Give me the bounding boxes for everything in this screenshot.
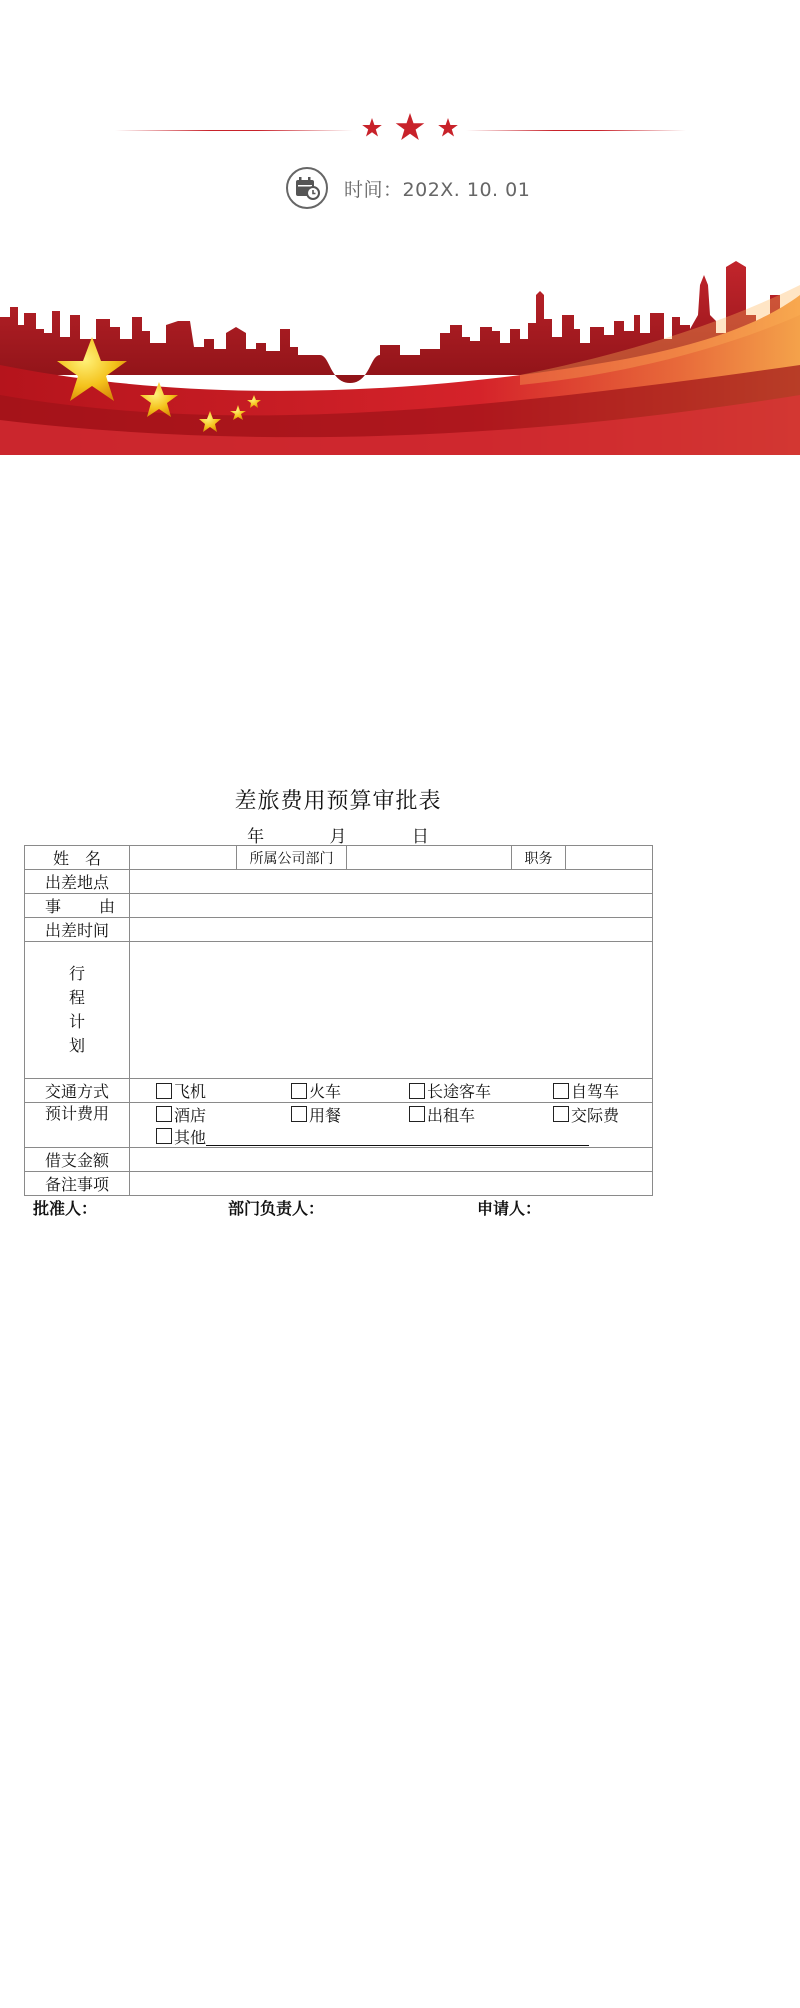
table-row — [25, 918, 653, 942]
itinerary-input-cell[interactable] — [130, 942, 653, 1079]
checkbox[interactable] — [156, 1128, 172, 1144]
location-input-cell[interactable] — [130, 870, 653, 894]
estimated-cost-label: 预计费用 — [25, 1103, 130, 1148]
time-label: 出差时间 — [25, 918, 130, 942]
approval-form-table — [24, 845, 653, 1196]
option-hotel[interactable]: 酒店 — [130, 1103, 291, 1126]
header-divider-left — [115, 130, 353, 131]
star-icon — [438, 118, 458, 137]
star-icon — [362, 118, 382, 137]
remarks-input-cell[interactable] — [130, 1172, 653, 1196]
month-label: 月 — [329, 827, 347, 847]
stars-ornament — [360, 112, 460, 148]
table-row — [25, 1148, 653, 1172]
reason-input-cell[interactable] — [130, 894, 653, 918]
other-fill-line[interactable] — [206, 1127, 589, 1146]
approver-label: 批准人： — [33, 1199, 98, 1218]
checkbox[interactable] — [409, 1083, 425, 1099]
position-label: 职务 — [512, 846, 566, 870]
option-plane[interactable]: 飞机 — [130, 1079, 291, 1102]
header-divider-right — [466, 130, 686, 131]
option-taxi[interactable]: 出租车 — [409, 1103, 553, 1126]
table-row — [25, 1103, 653, 1148]
option-train[interactable]: 火车 — [291, 1079, 409, 1102]
loan-amount-label: 借支金额 — [25, 1148, 130, 1172]
signature-row — [33, 1196, 653, 1220]
itinerary-label-cell: 行 程 计 划 — [25, 942, 130, 1079]
date-row — [286, 165, 530, 211]
remarks-label: 备注事项 — [25, 1172, 130, 1196]
checkbox[interactable] — [553, 1106, 569, 1122]
checkbox[interactable] — [291, 1106, 307, 1122]
date-label: 时间： — [344, 178, 403, 201]
location-label: 出差地点 — [25, 870, 130, 894]
table-row — [25, 942, 653, 1079]
reason-label-cell: 事 由 — [25, 894, 130, 918]
day-label: 日 — [411, 827, 429, 847]
department-label: 所属公司部门 — [237, 846, 347, 870]
cost-options-cell — [130, 1103, 653, 1148]
form-title: 差旅费用预算审批表 — [234, 789, 442, 814]
checkbox[interactable] — [156, 1106, 172, 1122]
option-entertainment[interactable]: 交际费 — [553, 1103, 619, 1126]
checkbox[interactable] — [156, 1083, 172, 1099]
calendar-clock-icon — [286, 167, 328, 209]
name-input-cell[interactable] — [130, 846, 237, 870]
dept-head-label: 部门负责人： — [228, 1199, 325, 1218]
table-row — [25, 870, 653, 894]
checkbox[interactable] — [553, 1083, 569, 1099]
option-other[interactable]: 其他 — [130, 1125, 589, 1148]
checkbox[interactable] — [291, 1083, 307, 1099]
time-input-cell[interactable] — [130, 918, 653, 942]
table-row — [25, 1172, 653, 1196]
table-row — [25, 894, 653, 918]
skyline-banner — [0, 255, 800, 455]
position-input-cell[interactable] — [566, 846, 653, 870]
date-value: 202X. 10. 01 — [402, 178, 531, 201]
checkbox[interactable] — [409, 1106, 425, 1122]
table-row — [25, 1079, 653, 1103]
option-self-drive[interactable]: 自驾车 — [553, 1079, 619, 1102]
department-input-cell[interactable] — [347, 846, 512, 870]
star-icon — [396, 113, 425, 140]
name-label-cell: 姓 名 — [25, 846, 130, 870]
year-label: 年 — [247, 827, 265, 847]
transport-label: 交通方式 — [25, 1079, 130, 1103]
date-text — [344, 175, 530, 202]
applicant-label: 申请人： — [477, 1199, 542, 1218]
transport-options-cell — [130, 1079, 653, 1103]
option-coach[interactable]: 长途客车 — [409, 1079, 553, 1102]
table-row — [25, 846, 653, 870]
loan-amount-input-cell[interactable] — [130, 1148, 653, 1172]
form-date-line — [0, 822, 676, 847]
option-meals[interactable]: 用餐 — [291, 1103, 409, 1126]
